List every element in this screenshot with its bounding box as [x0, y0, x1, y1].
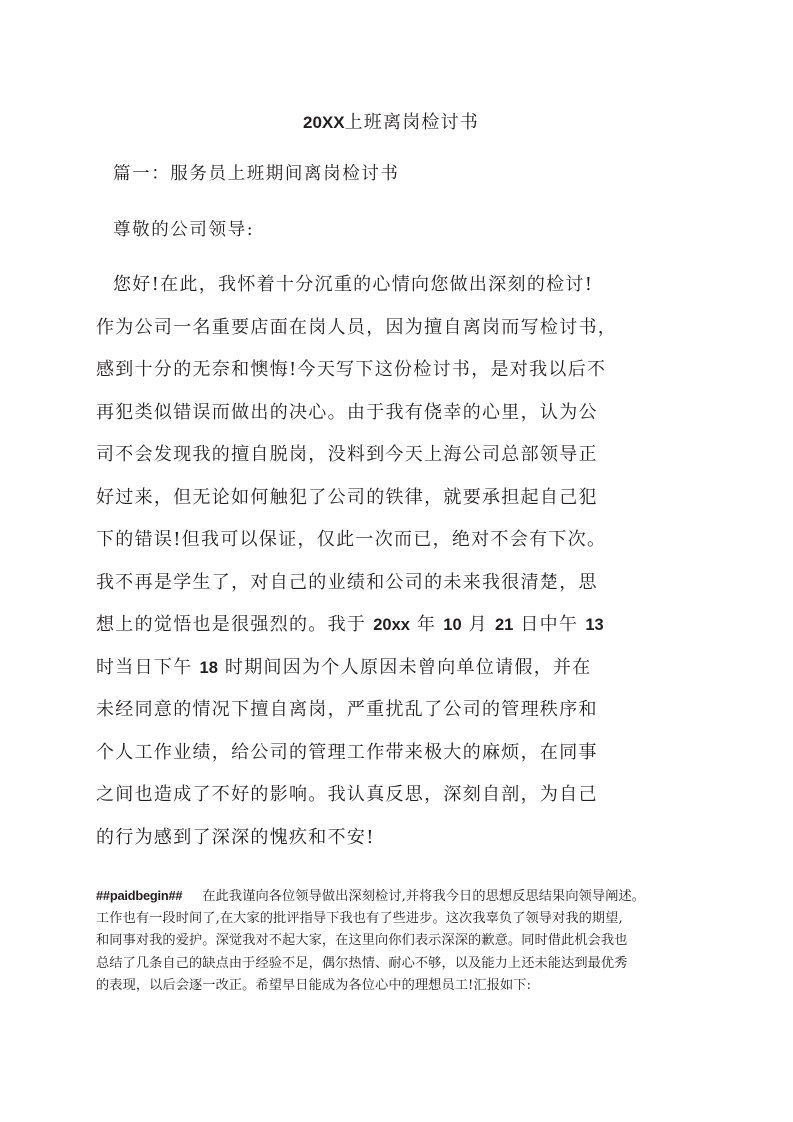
page-title-latin: 20XX: [303, 113, 345, 132]
spacer-after-title: [96, 138, 686, 152]
day-value: 21: [495, 616, 514, 634]
body-line: 司不会发现我的擅自脱岗，没料到今天上海公司总部领导正: [96, 444, 598, 465]
footer-line: 在此我谨向各位领导做出深刻检讨,并将我今日的思想反思结果向领导阐述。: [202, 889, 646, 904]
page-title-han: 上班离岗检讨书: [344, 112, 479, 133]
spacer-after-heading: [96, 196, 686, 208]
month-value: 10: [443, 616, 462, 634]
body-line: 好过来，但无论如何触犯了公司的铁律，就要承担起自己犯: [96, 486, 598, 508]
body-line: 作为公司一名重要店面在岗人员，因为擅自离岗而写检讨书，: [96, 316, 618, 338]
body-line: 未经同意的情况下擅自离岗，严重扰乱了公司的管理秩序和: [96, 699, 598, 720]
main-body-paragraph: [96, 264, 686, 859]
body-line: 我不再是学生了，对自己的业绩和公司的未来我很清楚，思: [96, 571, 598, 593]
body-line: 感到十分的无奈和懊悔!今天写下这份检讨书，是对我以后不: [96, 359, 607, 380]
footer-line: 和同事对我的爱护。深觉我对不起大家，在这里向你们表示深深的歉意。同时借此机会我也: [96, 933, 628, 949]
body-line: 个人工作业绩，给公司的管理工作带来极大的麻烦，在同事: [96, 741, 598, 763]
year-value: 20xx: [373, 616, 410, 634]
body-line: 下的错误!但我可以保证，仅此一次而已，绝对不会有下次。: [96, 529, 607, 550]
document-content: [96, 96, 686, 997]
date-line-prefix: 想上的觉悟也是很强烈的。我于: [96, 614, 374, 635]
footer-line: 的表现，以后会逐一改正。希望早日能成为各位心中的理想员工!汇报如下:: [96, 977, 532, 993]
page-title: [96, 108, 686, 138]
body-line: 您好!在此，我怀着十分沉重的心情向您做出深刻的检讨!: [113, 274, 594, 295]
day-unit: 日中午: [513, 614, 586, 635]
body-line: 再犯类似错误而做出的决心。由于我有侥幸的心里，认为公: [96, 401, 598, 423]
body-line: 之间也造成了不好的影响。我认真反思，深刻自剖，为自己: [96, 784, 598, 805]
time-line-suffix: 时期间因为个人原因未曾向单位请假，并在: [217, 656, 592, 678]
hour-start-value: 13: [585, 616, 604, 634]
hour-end-value: 18: [199, 658, 218, 677]
body-line-with-time: [96, 647, 686, 690]
spacer-after-salutation: [96, 252, 686, 264]
year-unit: 年: [409, 614, 444, 635]
month-unit: 月: [461, 614, 495, 635]
footer-line: 总结了几条自己的缺点由于经验不足，偶尔热情、耐心不够，以及能力上还未能达到最优秀: [96, 955, 628, 971]
footer-first-line: [96, 885, 686, 908]
footer-line: 工作也有一段时间了,在大家的批评指导下我也有了些进步。这次我辜负了领导对我的期望,: [96, 911, 623, 927]
body-line-with-date: [96, 604, 686, 647]
section-heading: 篇一：服务员上班期间离岗检讨书: [113, 164, 400, 184]
footer-paragraph: [96, 885, 686, 997]
paid-begin-marker: ##paidbegin##: [96, 888, 183, 903]
time-line-prefix: 时当日下午: [96, 656, 200, 678]
body-line: 的行为感到了深深的愧疚和不安!: [96, 826, 375, 848]
salutation: 尊敬的公司领导:: [113, 220, 255, 240]
